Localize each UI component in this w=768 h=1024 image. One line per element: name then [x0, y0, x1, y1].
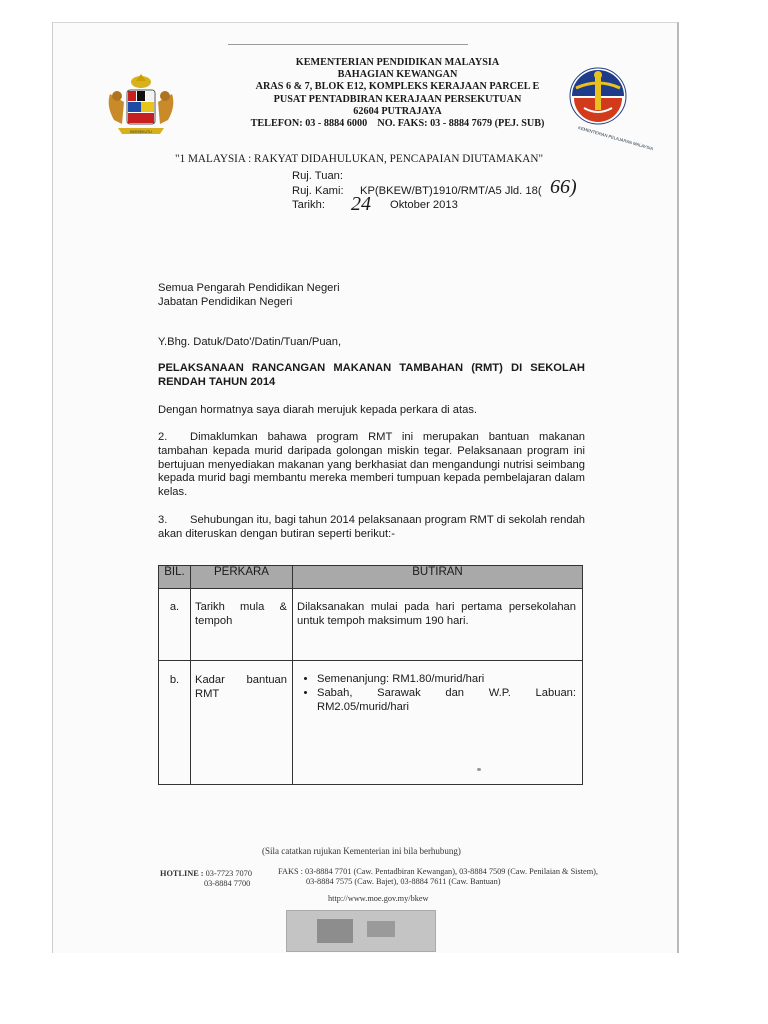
letterhead [225, 57, 570, 130]
recipient-line-2: Jabatan Pendidikan Negeri [158, 295, 293, 308]
contact-line: TELEFON: 03 - 8884 6000 NO. FAKS: 03 - 8884 7679 (PEJ. SUB) [250, 118, 545, 130]
division-name: BAHAGIAN KEWANGAN [337, 69, 458, 81]
salutation: Y.Bhg. Datuk/Dato'/Datin/Tuan/Puan, [158, 336, 342, 348]
recipient-line-1: Semua Pengarah Pendidikan Negeri [158, 282, 340, 294]
coat-of-arms-logo [100, 72, 182, 138]
footer-hotline [160, 869, 252, 880]
hotline-label: HOTLINE : [160, 869, 204, 878]
paragraph-3-number: 3. [158, 514, 168, 526]
header-bil: BIL. [159, 566, 191, 589]
rate-list [297, 672, 576, 714]
ministry-emblem-logo [566, 64, 632, 132]
motto: "1 MALAYSIA : RAKYAT DIDAHULUKAN, PENCAPAIAN DIUTAMAKAN" [175, 153, 544, 165]
paragraph-3 [158, 514, 585, 542]
row-a-bil: a. [159, 589, 191, 661]
footer-note: (Sila catatkan rujukan Kementerian ini bila berhubung) [262, 846, 461, 856]
footer-fax-1: FAKS : 03-8884 7701 (Caw. Pentadbiran Kewangan), 03-8884 7509 (Caw. Penilaian & Sistem), [278, 867, 598, 876]
scan-fragment-image [286, 910, 436, 952]
address-line-1: ARAS 6 & 7, BLOK E12, KOMPLEKS KERAJAAN PARCEL E [255, 81, 540, 93]
rate-sabah-sarawak: • Sabah, Sarawak dan W.P. Labuan: RM2.05/murid/hari [317, 686, 576, 714]
ref-tuan [292, 170, 360, 182]
row-b-bil: b. [159, 661, 191, 785]
paragraph-3-text: Sehubungan itu, bagi tahun 2014 pelaksanaan program RMT di sekolah rendah akan diteruskan dengan butiran seperti berikut:- [158, 514, 585, 540]
row-b-butiran [293, 661, 583, 785]
svg-text:BERSEKUTU: BERSEKUTU [130, 130, 152, 134]
footer-url: http://www.moe.gov.my/bkew [328, 894, 429, 903]
ref-date [292, 199, 458, 211]
table-row [159, 661, 583, 785]
header-butiran: BUTIRAN [293, 566, 583, 589]
row-a-butiran: Dilaksanakan mulai pada hari pertama persekolahan untuk tempoh maksimum 190 hari. [293, 589, 583, 661]
footer-fax-2: 03-8884 7575 (Caw. Bajet), 03-8884 7611 (Caw. Bantuan) [306, 877, 501, 886]
paragraph-1: Dengan hormatnya saya diarah merujuk kepada perkara di atas. [158, 404, 478, 416]
ref-date-handwritten: 24 [351, 193, 371, 215]
subject: PELAKSANAAN RANCANGAN MAKANAN TAMBAHAN (RMT) DI SEKOLAH RENDAH TAHUN 2014 [158, 362, 585, 388]
ref-kami [292, 185, 542, 197]
hotline-number-1: 03-7723 7070 [205, 869, 252, 878]
scan-fragment-icon [367, 921, 395, 937]
ref-date-value: Oktober 2013 [390, 199, 458, 211]
ref-tuan-label: Ruj. Tuan: [292, 170, 343, 182]
hotline-number-2: 03-8884 7700 [204, 879, 251, 888]
address-line-2: PUSAT PENTADBIRAN KERAJAAN PERSEKUTUAN [273, 93, 522, 105]
ref-kami-label: Ruj. Kami: [292, 185, 344, 197]
table-row [159, 589, 583, 661]
ref-kami-value: KP(BKEW/BT)1910/RMT/A5 Jld. 18( [360, 185, 542, 197]
rmt-details-table [158, 565, 583, 785]
recipient [158, 282, 585, 310]
rate-semenanjung: • Semenanjung: RM1.80/murid/hari [317, 672, 576, 686]
row-a-perkara: Tarikh mula & tempoh [191, 589, 293, 661]
emblem-ring-text: KEMENTERIAN PELAJARAN MALAYSIA [577, 125, 654, 152]
row-b-perkara: Kadar bantuan RMT [191, 661, 293, 785]
scan-smudge [477, 768, 481, 771]
paragraph-2-text: Dimaklumkan bahawa program RMT ini merupakan bantuan makanan tambahan kepada murid daripada golongan miskin tegar. Pelaksanaan program ini bertujuan menyediakan makanan yang berkhasiat dan mengandungi nutrisi seimbang kepada murid bagi membantu mereka memberi tumpuan kepada pembelajaran dalam kelas. [158, 431, 585, 499]
table-header-row [159, 566, 583, 589]
header-perkara: PERKARA [191, 566, 293, 589]
ref-kami-handwritten: 66) [550, 176, 577, 198]
paragraph-2-number: 2. [158, 431, 168, 443]
postcode: 62604 PUTRAJAYA [353, 105, 442, 117]
top-rule [228, 44, 468, 45]
paragraph-2 [158, 431, 585, 500]
scan-fragment-icon [317, 919, 353, 943]
ministry-name: KEMENTERIAN PENDIDIKAN MALAYSIA [295, 57, 500, 68]
ref-date-label: Tarikh: [292, 199, 325, 211]
